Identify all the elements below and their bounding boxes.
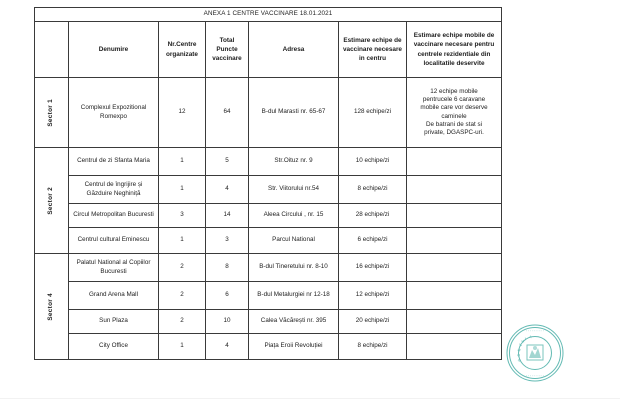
points-count: 3 xyxy=(206,228,249,254)
scan-edge-line xyxy=(0,398,620,399)
sector-label: Sector 2 xyxy=(47,186,55,215)
teams-estimate: 128 echipe/zi xyxy=(339,78,407,148)
center-address: Str.Oituz nr. 9 xyxy=(249,148,339,176)
mobile-line: pentrucele 6 caravane xyxy=(422,95,486,103)
mobile-teams-estimate xyxy=(407,204,502,228)
sector-label-cell xyxy=(35,148,69,254)
center-name: Circul Metropolitan Bucuresti xyxy=(69,204,159,228)
table-row xyxy=(35,310,502,334)
svg-text:R: R xyxy=(517,358,522,363)
mobile-teams-estimate xyxy=(407,148,502,176)
svg-text:M: M xyxy=(516,347,522,353)
table-row xyxy=(35,228,502,254)
mobile-line: 12 echipe mobile xyxy=(430,87,478,95)
center-address: Parcul National xyxy=(249,228,339,254)
table-row xyxy=(35,148,502,176)
table-row xyxy=(35,176,502,204)
vaccination-centers-table-container xyxy=(34,7,501,360)
table-row xyxy=(35,204,502,228)
column-header-adresa: Adresa xyxy=(249,22,339,78)
official-stamp xyxy=(504,322,566,384)
centers-count: 1 xyxy=(159,334,206,360)
teams-estimate: 20 echipe/zi xyxy=(339,310,407,334)
column-header-echipe-mobile: Estimare echipe mobile de vaccinare necesare pentru centrele rezidentiale din localitatile deservite xyxy=(407,22,502,78)
mobile-teams-estimate xyxy=(407,282,502,310)
table-header-row xyxy=(35,22,502,78)
teams-estimate: 6 echipe/zi xyxy=(339,228,407,254)
table-row xyxy=(35,78,502,148)
mobile-teams-estimate xyxy=(407,310,502,334)
column-header-nr-centre: Nr.Centre organizate xyxy=(159,22,206,78)
points-count: 8 xyxy=(206,254,249,282)
centers-count: 12 xyxy=(159,78,206,148)
column-header-echipe-centru: Estimare echipe de vaccinare necesare in centru xyxy=(339,22,407,78)
center-name: Complexul Expozitional Romexpo xyxy=(69,78,159,148)
svg-text:Â: Â xyxy=(518,343,523,348)
table-row xyxy=(35,282,502,310)
center-address: Aleea Circului , nr. 15 xyxy=(249,204,339,228)
center-address: Calea Văcărești nr. 395 xyxy=(249,310,339,334)
sector-label: Sector 4 xyxy=(47,292,55,321)
centers-count: 2 xyxy=(159,254,206,282)
svg-text:· · · · · · · · ·: · · · · · · · · · xyxy=(526,329,544,333)
column-header-denumire: Denumire xyxy=(69,22,159,78)
points-count: 10 xyxy=(206,310,249,334)
center-address: Piața Eroii Revoluției xyxy=(249,334,339,360)
svg-text:N: N xyxy=(520,339,525,344)
table-row xyxy=(35,254,502,282)
mobile-teams-estimate xyxy=(407,334,502,360)
points-count: 64 xyxy=(206,78,249,148)
svg-text:· · · · · · · · ·: · · · · · · · · · xyxy=(526,374,544,378)
center-name: Centrul de zi Sfanta Maria xyxy=(69,148,159,176)
mobile-teams-estimate xyxy=(407,228,502,254)
teams-estimate: 12 echipe/zi xyxy=(339,282,407,310)
centers-count: 1 xyxy=(159,148,206,176)
table-title-row xyxy=(35,8,502,22)
points-count: 5 xyxy=(206,148,249,176)
table-row xyxy=(35,334,502,360)
column-header-sector xyxy=(35,22,69,78)
center-address: B-dul Tineretului nr. 8-10 xyxy=(249,254,339,282)
mobile-line: mobile care vor deserve xyxy=(420,104,488,112)
centers-count: 2 xyxy=(159,282,206,310)
sector-label-cell xyxy=(35,254,69,360)
center-name: Sun Plaza xyxy=(69,310,159,334)
centers-count: 1 xyxy=(159,176,206,204)
svg-text:A: A xyxy=(528,335,532,340)
center-name: Centrul de îngrijire și Găzduire Neghiniță xyxy=(69,176,159,204)
mobile-teams-estimate xyxy=(407,176,502,204)
document-title: ANEXA 1 CENTRE VACCINARE 18.01.2021 xyxy=(35,8,502,22)
vaccination-centers-table xyxy=(34,7,502,360)
column-header-total-puncte: Total Puncte vaccinare xyxy=(206,22,249,78)
teams-estimate: 10 echipe/zi xyxy=(339,148,407,176)
center-name: Grand Arena Mall xyxy=(69,282,159,310)
mobile-teams-estimate xyxy=(407,78,502,148)
teams-estimate: 8 echipe/zi xyxy=(339,334,407,360)
mobile-line: private, DGASPC-uri. xyxy=(424,129,484,137)
center-name: Palatul National al Copiilor Bucuresti xyxy=(69,254,159,282)
teams-estimate: 8 echipe/zi xyxy=(339,176,407,204)
center-name: Centrul cultural Eminescu xyxy=(69,228,159,254)
sector-label-cell xyxy=(35,78,69,148)
points-count: 4 xyxy=(206,334,249,360)
center-address: B-dul Metalurgiei nr 12-18 xyxy=(249,282,339,310)
points-count: 6 xyxy=(206,282,249,310)
sector-label: Sector 1 xyxy=(47,98,55,127)
mobile-teams-estimate xyxy=(407,254,502,282)
center-name: City Office xyxy=(69,334,159,360)
teams-estimate: 16 echipe/zi xyxy=(339,254,407,282)
centers-count: 1 xyxy=(159,228,206,254)
svg-text:O: O xyxy=(516,353,522,358)
mobile-line: De batrani de stat si xyxy=(426,120,483,128)
teams-estimate: 28 echipe/zi xyxy=(339,204,407,228)
points-count: 4 xyxy=(206,176,249,204)
mobile-line: caminele xyxy=(441,112,467,120)
center-address: B-dul Marasti nr. 65-67 xyxy=(249,78,339,148)
centers-count: 2 xyxy=(159,310,206,334)
center-address: Str. Viitorului nr.54 xyxy=(249,176,339,204)
svg-text:I: I xyxy=(524,336,527,341)
centers-count: 3 xyxy=(159,204,206,228)
points-count: 14 xyxy=(206,204,249,228)
